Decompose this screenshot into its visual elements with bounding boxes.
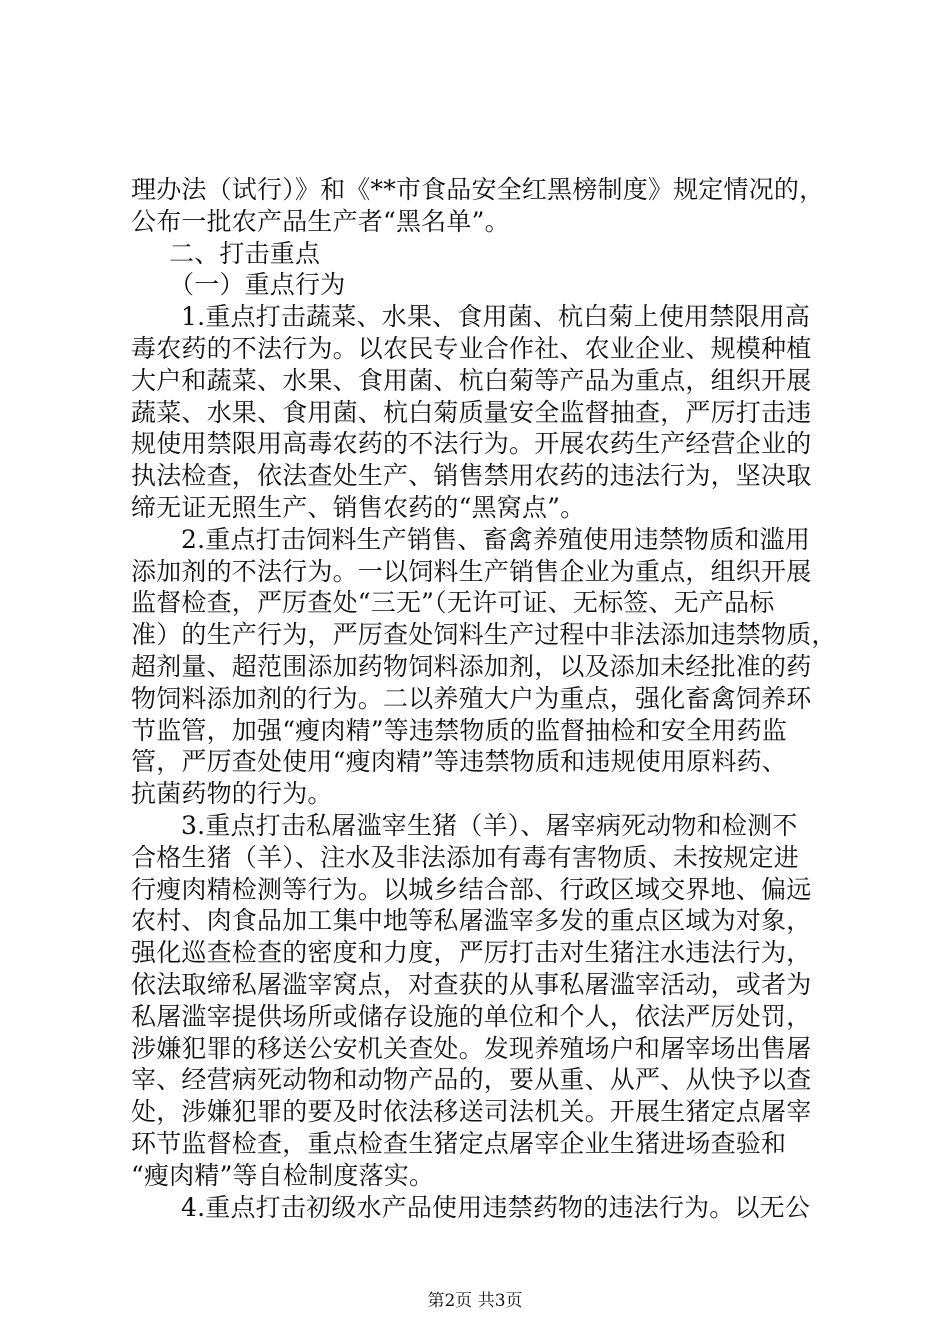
page-footer — [0, 1290, 950, 1312]
text-line: 管，严厉查处使用“瘦肉精”等违禁物质和违规使用原料药、 — [131, 747, 787, 777]
page-number-label: 第2页 共3页 — [427, 1291, 523, 1311]
text-line: 环节监督检查，重点检查生猪定点屠宰企业生猪进场查验和 — [131, 1128, 787, 1158]
paragraph-3-start: 3.重点打击私屠滥宰生猪（羊）、屠宰病死动物和检测不 — [181, 810, 798, 840]
text-line: 公布一批农产品生产者“黑名单”。 — [131, 206, 510, 236]
document-body — [131, 174, 836, 1223]
text-line: 蔬菜、水果、食用菌、杭白菊质量安全监督抽查，严厉打击违 — [131, 397, 812, 427]
text-line: 抗菌药物的行为。 — [131, 779, 333, 809]
text-line: 规使用禁限用高毒农药的不法行为。开展农药生产经营企业的 — [131, 429, 812, 459]
text-line: 缔无证无照生产、销售农药的“黑窝点”。 — [131, 492, 586, 522]
text-line: 强化巡查检查的密度和力度，严厉打击对生猪注水违法行为， — [131, 938, 812, 968]
text-line: 超剂量、超范围添加药物饲料添加剂，以及添加未经批准的药 — [131, 651, 812, 681]
text-line: 依法取缔私屠滥宰窝点，对查获的从事私屠滥宰活动，或者为 — [131, 969, 812, 999]
text-line: 添加剂的不法行为。一以饲料生产销售企业为重点，组织开展 — [131, 556, 812, 586]
section-heading: 二、打击重点 — [169, 238, 321, 268]
text-line: 毒农药的不法行为。以农民专业合作社、农业企业、规模种植 — [131, 333, 812, 363]
text-line: 物饲料添加剂的行为。二以养殖大户为重点，强化畜禽饲养环 — [131, 683, 812, 713]
text-line: 行瘦肉精检测等行为。以城乡结合部、行政区域交界地、偏远 — [131, 874, 812, 904]
text-line: 监督检查，严厉查处“三无”（无许可证、无标签、无产品标 — [131, 588, 775, 618]
paragraph-2-start: 2.重点打击饲料生产销售、畜禽养殖使用违禁物质和滥用 — [181, 524, 811, 554]
text-line: 执法检查，依法查处生产、销售禁用农药的违法行为，坚决取 — [131, 461, 812, 491]
text-line: 合格生猪（羊）、注水及非法添加有毒有害物质、未按规定进 — [131, 842, 799, 872]
text-line: 处，涉嫌犯罪的要及时依法移送司法机关。开展生猪定点屠宰 — [131, 1097, 812, 1127]
text-line: 私屠滥宰提供场所或储存设施的单位和个人，依法严厉处罚， — [131, 1001, 812, 1031]
text-line: “瘦肉精”等自检制度落实。 — [131, 1160, 435, 1190]
paragraph-1-start: 1.重点打击蔬菜、水果、食用菌、杭白菊上使用禁限用高 — [181, 302, 811, 332]
text-line: 节监管，加强“瘦肉精”等违禁物质的监督抽检和安全用药监 — [131, 715, 787, 745]
subsection-heading: （一）重点行为 — [169, 270, 346, 300]
text-line: 农村、肉食品加工集中地等私屠滥宰多发的重点区域为对象， — [131, 906, 812, 936]
text-line: 大户和蔬菜、水果、食用菌、杭白菊等产品为重点，组织开展 — [131, 365, 812, 395]
text-line: 准）的生产行为，严厉查处饲料生产过程中非法添加违禁物质， — [131, 620, 837, 650]
text-line: 理办法（试行）》和《**市食品安全红黑榜制度》规定情况的， — [131, 175, 825, 204]
text-line: 涉嫌犯罪的移送公安机关查处。发现养殖场户和屠宰场出售屠 — [131, 1033, 812, 1063]
text-line: 宰、经营病死动物和动物产品的，要从重、从严、从快予以查 — [131, 1065, 812, 1095]
paragraph-4-start: 4.重点打击初级水产品使用违禁药物的违法行为。以无公 — [181, 1192, 811, 1222]
